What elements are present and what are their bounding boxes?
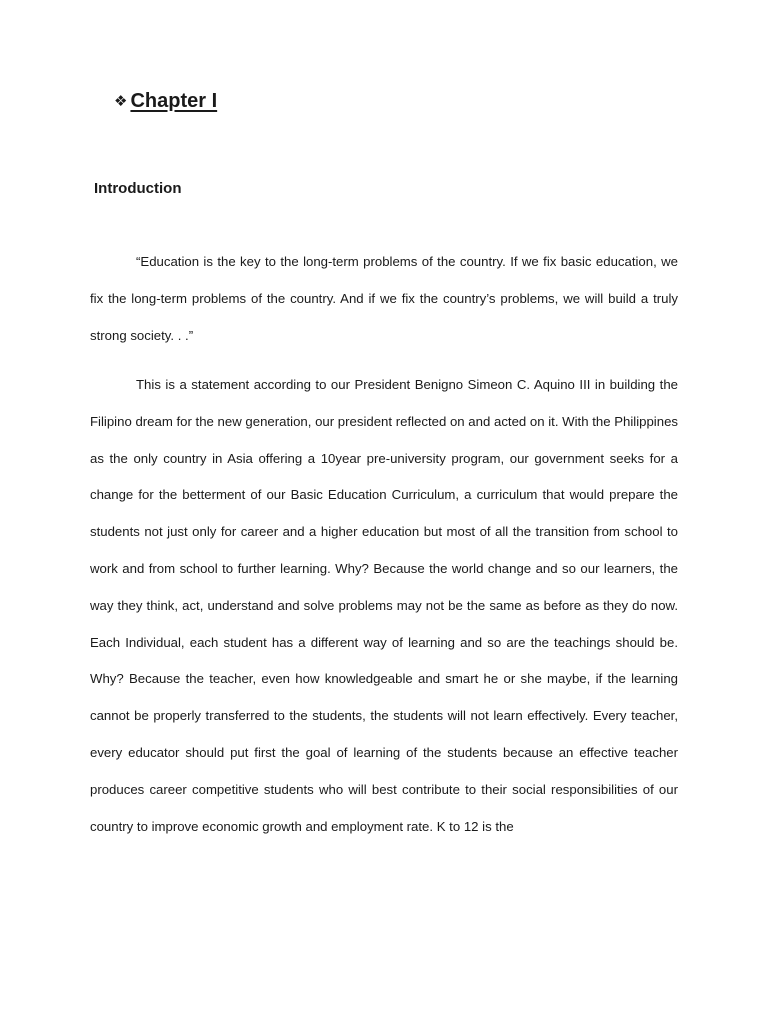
- section-title: Introduction: [94, 180, 182, 197]
- diamond-bullet-icon: ❖: [114, 93, 128, 110]
- paragraph-body: This is a statement according to our President Benigno Simeon C. Aquino III in building the Filipino dream for the new generation, our president reflected on and acted on it. With the Philippines as the only country in Asia offering a 10year pre-university program, our government seeks for a change for the betterment of our Basic Education Curriculum, a curriculum that would prepare the students not just only for career and a higher education but most of all the transition from school to work and from school to further learning. Why? Because the world change and so our learners, the way they think, act, understand and solve problems may not be the same as before as they do now. Each Individual, each student has a different way of learning and so are the teachings should be. Why? Because the teacher, even how knowledgeable and smart he or she maybe, if the learning cannot be properly transferred to the students, the students will not learn effectively. Every teacher, every educator should put first the goal of learning of the students because an effective teacher produces career competitive students who will best contribute to their social responsibilities of our country to improve economic growth and employment rate. K to 12 is the: [90, 377, 678, 834]
- chapter-title: Chapter I: [130, 90, 218, 112]
- chapter-heading: [114, 90, 217, 113]
- paragraph-quote: “Education is the key to the long-term problems of the country. If we fix basic education, we fix the long-term problems of the country. And if we fix the country’s problems, we will build a truly strong society. . .”: [90, 254, 678, 343]
